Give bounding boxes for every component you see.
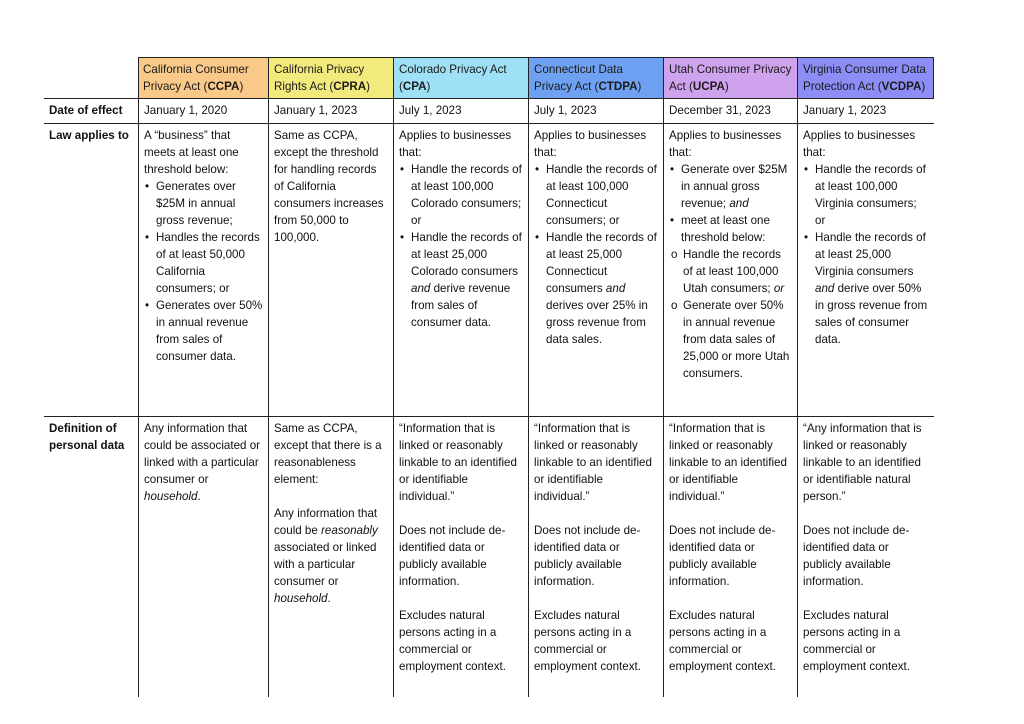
header-ctdpa-abbr: CTDPA bbox=[598, 80, 638, 93]
definition-paragraph: Excludes natural persons acting in a commercial or employment context. bbox=[399, 609, 506, 673]
definition-paragraph: “Information that is linked or reasonably linkable to an identified or identifiable individual.” bbox=[534, 422, 652, 503]
list-item: • Handles the records of at least 50,000 California consumers; or bbox=[144, 229, 263, 297]
date-ucpa: December 31, 2023 bbox=[669, 104, 771, 117]
date-ccpa: January 1, 2020 bbox=[144, 104, 228, 117]
list-item-emphasis: and bbox=[729, 197, 749, 210]
paragraph-gap bbox=[669, 590, 792, 607]
paragraph-gap bbox=[274, 488, 388, 505]
paragraph-gap bbox=[534, 590, 658, 607]
list-item-text: Handle the records of at least 25,000 Connecticut consumers bbox=[546, 231, 657, 295]
applies-vcdpa-intro: Applies to businesses that: bbox=[803, 129, 916, 159]
sublist-item-text: Handle the records of at least 100,000 Utah consumers; bbox=[683, 248, 781, 295]
definition-paragraph bbox=[274, 505, 388, 607]
paragraph-gap bbox=[534, 505, 658, 522]
definition-paragraph: Does not include de-identified data or publicly available information. bbox=[399, 524, 506, 588]
date-cpra: January 1, 2023 bbox=[274, 104, 358, 117]
list-item-text: Generate over $25M in annual gross revenue; bbox=[681, 163, 788, 210]
paragraph-gap bbox=[399, 505, 523, 522]
row-label-applies: Law applies to bbox=[49, 129, 129, 142]
list-item-emphasis: and bbox=[815, 282, 835, 295]
applies-vcdpa-list bbox=[803, 161, 929, 348]
paragraph-gap bbox=[399, 590, 523, 607]
header-ucpa-close: ) bbox=[724, 80, 729, 93]
applies-cpa-intro: Applies to businesses that: bbox=[399, 129, 512, 159]
applies-ucpa bbox=[664, 124, 797, 385]
applies-ucpa-list bbox=[669, 161, 792, 382]
list-item bbox=[399, 229, 523, 331]
sublist-item: o Generate over 50% in annual revenue from data sales of 25,000 or more Utah consumers. bbox=[669, 297, 792, 382]
header-ctdpa-close: ) bbox=[637, 80, 642, 93]
sublist-item-emphasis: or bbox=[773, 282, 785, 295]
row-label-date: Date of effect bbox=[49, 104, 123, 117]
definition-text: . bbox=[197, 490, 201, 503]
list-item bbox=[669, 161, 792, 212]
definition-paragraph: Same as CCPA, except that there is a reasonableness element: bbox=[274, 422, 382, 486]
sublist-item bbox=[669, 246, 792, 297]
privacy-law-comparison-table bbox=[44, 57, 934, 697]
definition-text: associated or linked with a particular consumer or bbox=[274, 541, 377, 588]
list-item bbox=[669, 212, 792, 382]
applies-ccpa-list bbox=[144, 178, 263, 365]
definition-text: . bbox=[327, 592, 331, 605]
list-item: • Generates over 50% in annual revenue from sales of consumer data. bbox=[144, 297, 263, 365]
paragraph-gap bbox=[669, 505, 792, 522]
applies-cpa bbox=[394, 124, 528, 334]
definition-paragraph: Excludes natural persons acting in a commercial or employment context. bbox=[669, 609, 776, 673]
header-ccpa-text: California Consumer Privacy Act ( bbox=[143, 63, 249, 93]
definition-text: Any information that could be bbox=[274, 507, 378, 537]
applies-vcdpa bbox=[798, 124, 934, 351]
header-ctdpa-text: Connecticut Data Privacy Act ( bbox=[534, 63, 623, 93]
definition-cpa bbox=[394, 417, 528, 678]
definition-paragraph: Does not include de-identified data or publicly available information. bbox=[803, 524, 910, 588]
paragraph-gap bbox=[803, 505, 929, 522]
date-ctdpa: July 1, 2023 bbox=[534, 104, 597, 117]
definition-emphasis: household bbox=[274, 592, 328, 605]
date-cpa: July 1, 2023 bbox=[399, 104, 462, 117]
header-ucpa bbox=[664, 57, 797, 98]
header-ucpa-text: Utah Consumer Privacy Act ( bbox=[669, 63, 792, 93]
list-item: • Handle the records of at least 100,000 Colorado consumers; or bbox=[399, 161, 523, 229]
paragraph-gap bbox=[803, 590, 929, 607]
applies-ctdpa bbox=[529, 124, 663, 351]
header-ucpa-abbr: UCPA bbox=[692, 80, 725, 93]
definition-emphasis: reasonably bbox=[321, 524, 378, 537]
header-cpra-close: ) bbox=[366, 80, 371, 93]
header-cpra bbox=[269, 57, 393, 98]
header-cpa-close: ) bbox=[426, 80, 431, 93]
header-cpra-text: California Privacy Rights Act ( bbox=[274, 63, 365, 93]
list-item-text: Handle the records of at least 25,000 Virginia consumers bbox=[815, 231, 926, 278]
definition-text: Any information that could be associated or linked with a particular consumer or bbox=[144, 422, 261, 486]
applies-cpa-list bbox=[399, 161, 523, 331]
header-vcdpa-close: ) bbox=[921, 80, 926, 93]
header-ctdpa bbox=[529, 57, 663, 98]
definition-vcdpa bbox=[798, 417, 934, 678]
applies-ctdpa-list bbox=[534, 161, 658, 348]
applies-cpra: Same as CCPA, except the threshold for handling records of California consumers increases from 50,000 to 100,000. bbox=[274, 129, 384, 244]
definition-ucpa bbox=[664, 417, 797, 678]
header-vcdpa-text: Virginia Consumer Data Protection Act ( bbox=[803, 63, 926, 93]
definition-paragraph: Does not include de-identified data or publicly available information. bbox=[669, 524, 776, 588]
list-item-text: meet at least one threshold below: bbox=[681, 214, 770, 244]
applies-ucpa-sublist bbox=[669, 246, 792, 382]
list-item-emphasis: and bbox=[605, 282, 626, 295]
applies-ucpa-intro: Applies to businesses that: bbox=[669, 129, 782, 159]
definition-paragraph: “Information that is linked or reasonably linkable to an identified or identifiable individual.” bbox=[399, 422, 517, 503]
list-item bbox=[803, 229, 929, 348]
list-item bbox=[534, 229, 658, 348]
applies-ccpa-intro: A “business” that meets at least one threshold below: bbox=[144, 129, 239, 176]
header-top-rule bbox=[138, 57, 934, 58]
list-item-text: derive over 50% in gross revenue from sales of consumer data. bbox=[815, 282, 928, 346]
list-item-text: Handle the records of at least 25,000 Colorado consumers bbox=[411, 231, 522, 278]
applies-ctdpa-intro: Applies to businesses that: bbox=[534, 129, 647, 159]
list-item-text: derive revenue from sales of consumer data. bbox=[411, 282, 511, 329]
header-cpa-text: Colorado Privacy Act ( bbox=[399, 63, 507, 93]
definition-paragraph: “Any information that is linked or reasonably linkable to an identified or identifiable natural person.” bbox=[803, 422, 922, 503]
list-item: • Handle the records of at least 100,000 Connecticut consumers; or bbox=[534, 161, 658, 229]
applies-ccpa bbox=[139, 124, 268, 368]
list-item-emphasis: and bbox=[411, 282, 431, 295]
col-divider-7 bbox=[933, 57, 934, 98]
header-ccpa-abbr: CCPA bbox=[207, 80, 240, 93]
header-cpra-abbr: CPRA bbox=[333, 80, 367, 93]
date-vcdpa: January 1, 2023 bbox=[803, 104, 887, 117]
list-item-text: derives over 25% in gross revenue from data sales. bbox=[546, 299, 648, 346]
definition-ccpa bbox=[139, 417, 268, 508]
definition-paragraph: Excludes natural persons acting in a commercial or employment context. bbox=[803, 609, 910, 673]
definition-ctdpa bbox=[529, 417, 663, 678]
row-label-definition: Definition of personal data bbox=[49, 422, 125, 452]
header-vcdpa-abbr: VCDPA bbox=[881, 80, 922, 93]
definition-paragraph: Does not include de-identified data or publicly available information. bbox=[534, 524, 641, 588]
header-ccpa-close: ) bbox=[239, 80, 244, 93]
list-item: • Handle the records of at least 100,000 Virginia consumers; or bbox=[803, 161, 929, 229]
header-vcdpa bbox=[798, 57, 934, 98]
definition-cpra bbox=[269, 417, 393, 610]
list-item: • Generates over $25M in annual gross revenue; bbox=[144, 178, 263, 229]
definition-emphasis: household bbox=[144, 490, 198, 503]
definition-paragraph: “Information that is linked or reasonably linkable to an identified or identifiable individual.” bbox=[669, 422, 787, 503]
definition-paragraph: Excludes natural persons acting in a commercial or employment context. bbox=[534, 609, 641, 673]
header-cpa-abbr: CPA bbox=[402, 80, 427, 93]
header-ccpa bbox=[138, 57, 268, 98]
header-cpa bbox=[394, 57, 528, 98]
